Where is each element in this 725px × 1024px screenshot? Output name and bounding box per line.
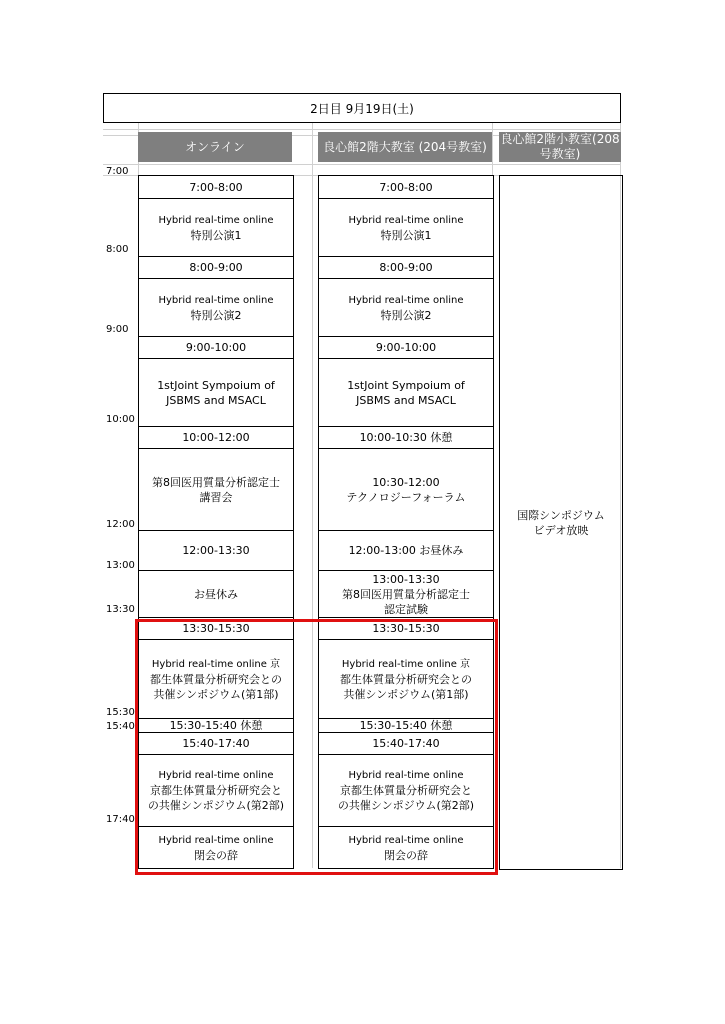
time-label: 17:40 <box>106 814 135 825</box>
online-column <box>138 175 294 869</box>
session-text: 7:00-8:00 <box>379 180 433 194</box>
session-text: 8:00-9:00 <box>379 261 433 274</box>
time-label: 7:00 <box>106 166 129 177</box>
online-session-cell <box>139 176 293 198</box>
session-text: 第8回医用質量分析認定士 <box>342 587 470 601</box>
session-text: 15:40-17:40 <box>372 737 440 750</box>
room204-session-cell <box>319 826 493 868</box>
online-session-cell <box>139 530 293 570</box>
room-header-online: オンライン <box>138 132 292 162</box>
session-text: JSBMS and MSACL <box>166 393 266 407</box>
session-text: 13:30-15:30 <box>372 622 440 635</box>
room204-session-cell <box>319 198 493 256</box>
session-text: 12:00-13:30 <box>182 544 250 557</box>
session-mode-label: Hybrid real-time online <box>348 834 464 846</box>
room208-line-2: ビデオ放映 <box>533 523 589 537</box>
room204-session-cell <box>319 256 493 278</box>
session-text: 京都生体質量分析研究会と <box>340 784 472 797</box>
session-text: 共催シンポジウム(第1部) <box>343 687 469 701</box>
room204-session-cell <box>319 639 493 718</box>
session-mode-label: Hybrid real-time online <box>348 770 464 781</box>
session-text: 特別公演1 <box>380 228 432 242</box>
online-session-cell <box>139 358 293 426</box>
session-text: 15:40-17:40 <box>182 737 250 750</box>
session-text: 9:00-10:00 <box>185 341 247 354</box>
session-mode-label: Hybrid real-time online 京 <box>341 658 471 670</box>
session-text: お昼休み <box>194 587 238 601</box>
time-label: 15:30 <box>106 707 135 718</box>
online-session-cell <box>139 570 293 617</box>
session-text: 13:30-15:30 <box>182 622 250 635</box>
session-text: 10:00-12:00 <box>182 431 250 444</box>
room-header-208: 良心館2階小教室(208号教室) <box>500 132 620 161</box>
online-session-cell <box>139 754 293 826</box>
online-session-cell <box>139 426 293 448</box>
time-label: 9:00 <box>106 324 129 335</box>
session-text: 12:00-13:00 お昼休み <box>348 544 464 557</box>
session-text: JSBMS and MSACL <box>356 393 456 407</box>
room204-session-cell <box>319 278 493 336</box>
session-mode-label: Hybrid real-time online <box>348 294 464 306</box>
session-mode-label: Hybrid real-time online 京 <box>151 658 281 670</box>
session-text: 共催シンポジウム(第1部) <box>153 687 279 701</box>
time-label: 8:00 <box>106 244 129 255</box>
room204-session-cell <box>319 617 493 639</box>
time-label: 13:30 <box>106 604 135 615</box>
room204-session-cell <box>319 426 493 448</box>
room204-session-cell <box>319 570 493 617</box>
online-session-cell <box>139 639 293 718</box>
session-text: 10:30-12:00 <box>372 475 440 489</box>
session-text: 京都生体質量分析研究会と <box>150 784 282 797</box>
time-label: 10:00 <box>106 414 135 425</box>
session-text: 7:00-8:00 <box>189 180 243 194</box>
session-text: 閉会の辞 <box>194 848 238 862</box>
online-session-cell <box>139 198 293 256</box>
session-text: 認定試験 <box>384 602 428 616</box>
online-session-cell <box>139 732 293 754</box>
time-label: 15:40 <box>106 721 135 732</box>
session-text: 10:00-10:30 休憩 <box>359 431 453 444</box>
session-mode-label: Hybrid real-time online <box>348 214 464 226</box>
room204-column <box>318 175 494 869</box>
session-mode-label: Hybrid real-time online <box>158 770 274 781</box>
session-text: 特別公演1 <box>190 228 242 242</box>
online-session-cell <box>139 448 293 530</box>
session-text: 閉会の辞 <box>384 848 428 862</box>
session-text: 9:00-10:00 <box>375 341 437 354</box>
online-session-cell <box>139 256 293 278</box>
room208-video-block <box>499 175 623 870</box>
page-title: 2日目 9月19日(土) <box>103 93 621 123</box>
session-text: 13:00-13:30 <box>372 572 440 586</box>
room208-line-1: 国際シンポジウム <box>517 508 605 522</box>
session-text: 1stJoint Sympoium of <box>347 378 465 392</box>
session-text: 都生体質量分析研究会との <box>340 672 472 686</box>
room204-session-cell <box>319 732 493 754</box>
room-header-204: 良心館2階大教室 (204号教室) <box>318 132 492 162</box>
session-text: の共催シンポジウム(第2部) <box>147 799 285 812</box>
room204-session-cell <box>319 754 493 826</box>
time-label: 13:00 <box>106 560 135 571</box>
session-mode-label: Hybrid real-time online <box>158 214 274 226</box>
room204-session-cell <box>319 448 493 530</box>
session-text: 講習会 <box>199 490 233 504</box>
session-text: 8:00-9:00 <box>189 261 243 274</box>
session-text: 1stJoint Sympoium of <box>157 378 275 392</box>
session-mode-label: Hybrid real-time online <box>158 294 274 306</box>
session-mode-label: Hybrid real-time online <box>158 834 274 846</box>
room204-session-cell <box>319 530 493 570</box>
session-text: の共催シンポジウム(第2部) <box>337 799 475 812</box>
room204-session-cell <box>319 176 493 198</box>
room204-session-cell <box>319 358 493 426</box>
session-text: テクノロジーフォーラム <box>346 490 466 504</box>
session-text: 15:30-15:40 休憩 <box>169 719 263 732</box>
online-session-cell <box>139 336 293 358</box>
online-session-cell <box>139 617 293 639</box>
room204-session-cell <box>319 718 493 732</box>
online-session-cell <box>139 278 293 336</box>
session-text: 特別公演2 <box>190 308 242 322</box>
time-label: 12:00 <box>106 519 135 530</box>
session-text: 15:30-15:40 休憩 <box>359 719 453 732</box>
session-text: 特別公演2 <box>380 308 432 322</box>
session-text: 第8回医用質量分析認定士 <box>152 475 280 489</box>
room204-session-cell <box>319 336 493 358</box>
session-text: 都生体質量分析研究会との <box>150 672 282 686</box>
online-session-cell <box>139 826 293 868</box>
online-session-cell <box>139 718 293 732</box>
